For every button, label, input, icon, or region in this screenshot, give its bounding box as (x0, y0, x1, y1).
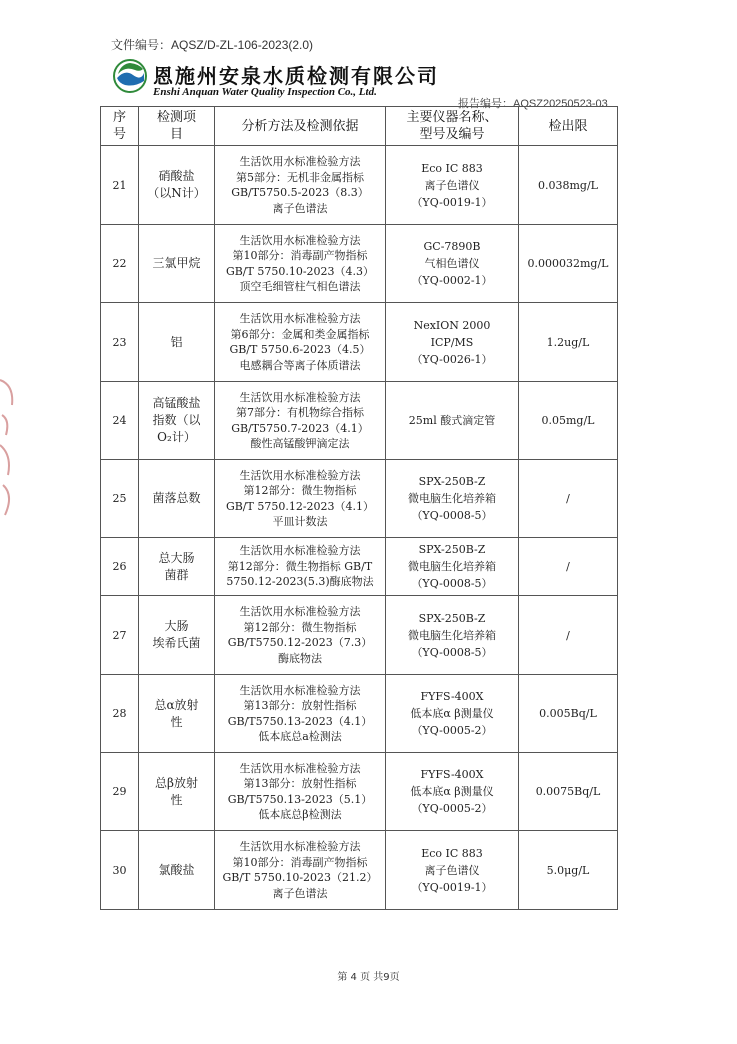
header-instrument: 主要仪器名称、 型号及编号 (386, 107, 519, 146)
header-limit: 检出限 (519, 107, 618, 146)
table-row (101, 146, 618, 225)
cell-instrument: FYFS-400X 低本底α β测量仪 （YQ-0005-2） (386, 753, 519, 831)
cell-instrument: Eco IC 883 离子色谱仪 （YQ-0019-1） (386, 146, 519, 225)
cell-item: 总β放射 性 (139, 753, 215, 831)
cell-instrument: NexION 2000 ICP/MS （YQ-0026-1） (386, 303, 519, 382)
page-indicator: 第 4 页 共9页 (337, 972, 400, 983)
cell-instrument: SPX-250B-Z 微电脑生化培养箱 （YQ-0008-5） (386, 538, 519, 596)
cell-no: 26 (101, 538, 139, 596)
cell-method: 生活饮用水标准检验方法 第12部分：微生物指标 GB/T5750.12-2023（7.3） 酶底物法 (215, 596, 386, 675)
company-logo-icon (113, 59, 147, 93)
cell-no: 24 (101, 382, 139, 460)
cell-limit: 5.0μg/L (519, 831, 618, 910)
table-row (101, 831, 618, 910)
cell-method: 生活饮用水标准检验方法 第13部分：放射性指标 GB/T5750.13-2023（5.1） 低本底总β检测法 (215, 753, 386, 831)
header-no: 序 号 (101, 107, 139, 146)
cell-method: 生活饮用水标准检验方法 第13部分：放射性指标 GB/T5750.13-2023（4.1） 低本底总a检测法 (215, 675, 386, 753)
cell-item: 氯酸盐 (139, 831, 215, 910)
report-number: 报告编号：AQSZ20250523-03 (458, 98, 608, 110)
cell-item: 总α放射 性 (139, 675, 215, 753)
cell-instrument: FYFS-400X 低本底α β测量仪 （YQ-0005-2） (386, 675, 519, 753)
cell-item: 高锰酸盐 指数（以 O₂计） (139, 382, 215, 460)
cell-limit: 1.2ug/L (519, 303, 618, 382)
cell-instrument: SPX-250B-Z 微电脑生化培养箱 （YQ-0008-5） (386, 596, 519, 675)
company-name-en: Enshi Anquan Water Quality Inspection Co., Ltd. (153, 86, 377, 98)
cell-item: 硝酸盐 （以N计） (139, 146, 215, 225)
table-row (101, 753, 618, 831)
cell-item: 铝 (139, 303, 215, 382)
table-row (101, 596, 618, 675)
cell-no: 30 (101, 831, 139, 910)
cell-limit: 0.038mg/L (519, 146, 618, 225)
cell-limit: 0.000032mg/L (519, 225, 618, 303)
cell-instrument: GC-7890B 气相色谱仪 （YQ-0002-1） (386, 225, 519, 303)
table-header-row (101, 107, 618, 146)
table-row (101, 460, 618, 538)
table-row (101, 225, 618, 303)
cell-method: 生活饮用水标准检验方法 第12部分：微生物指标 GB/T 5750.12-2023（4.1） 平皿计数法 (215, 460, 386, 538)
cell-item: 大肠 埃希氏菌 (139, 596, 215, 675)
cell-method: 生活饮用水标准检验方法 第5部分：无机非金属指标 GB/T5750.5-2023（8.3） 离子色谱法 (215, 146, 386, 225)
header-item: 检测项 目 (139, 107, 215, 146)
cell-no: 22 (101, 225, 139, 303)
cell-item: 总大肠 菌群 (139, 538, 215, 596)
cell-method: 生活饮用水标准检验方法 第6部分：金属和类金属指标 GB/T 5750.6-2023（4.5） 电感耦合等离子体质谱法 (215, 303, 386, 382)
cell-limit: / (519, 596, 618, 675)
cell-no: 29 (101, 753, 139, 831)
table-row (101, 675, 618, 753)
detection-methods-table (100, 106, 618, 910)
cell-limit: 0.0075Bq/L (519, 753, 618, 831)
cell-item: 菌落总数 (139, 460, 215, 538)
company-name-cn: 恩施州安泉水质检测有限公司 (153, 64, 439, 88)
cell-instrument: Eco IC 883 离子色谱仪 （YQ-0019-1） (386, 831, 519, 910)
cell-no: 27 (101, 596, 139, 675)
cell-limit: 0.005Bq/L (519, 675, 618, 753)
cell-limit: 0.05mg/L (519, 382, 618, 460)
cell-method: 生活饮用水标准检验方法 第10部分：消毒副产物指标 GB/T 5750.10-2023（21.2） 离子色谱法 (215, 831, 386, 910)
cell-no: 23 (101, 303, 139, 382)
cell-instrument: 25ml 酸式滴定管 (386, 382, 519, 460)
cell-method: 生活饮用水标准检验方法 第7部分：有机物综合指标 GB/T5750.7-2023（4.1） 酸性高锰酸钾滴定法 (215, 382, 386, 460)
cell-instrument: SPX-250B-Z 微电脑生化培养箱 （YQ-0008-5） (386, 460, 519, 538)
table-row (101, 303, 618, 382)
cell-no: 21 (101, 146, 139, 225)
seal-stamp-fragment (0, 375, 18, 520)
cell-method: 生活饮用水标准检验方法 第10部分：消毒副产物指标 GB/T 5750.10-2023（4.3） 顶空毛细管柱气相色谱法 (215, 225, 386, 303)
table-row (101, 538, 618, 596)
table-row (101, 382, 618, 460)
cell-item: 三氯甲烷 (139, 225, 215, 303)
cell-limit: / (519, 460, 618, 538)
cell-no: 25 (101, 460, 139, 538)
cell-limit: / (519, 538, 618, 596)
cell-no: 28 (101, 675, 139, 753)
document-number: 文件编号：AQSZ/D-ZL-106-2023(2.0) (111, 38, 314, 52)
header-method: 分析方法及检测依据 (215, 107, 386, 146)
cell-method: 生活饮用水标准检验方法 第12部分：微生物指标 GB/T 5750.12-2023(5.3)酶底物法 (215, 538, 386, 596)
